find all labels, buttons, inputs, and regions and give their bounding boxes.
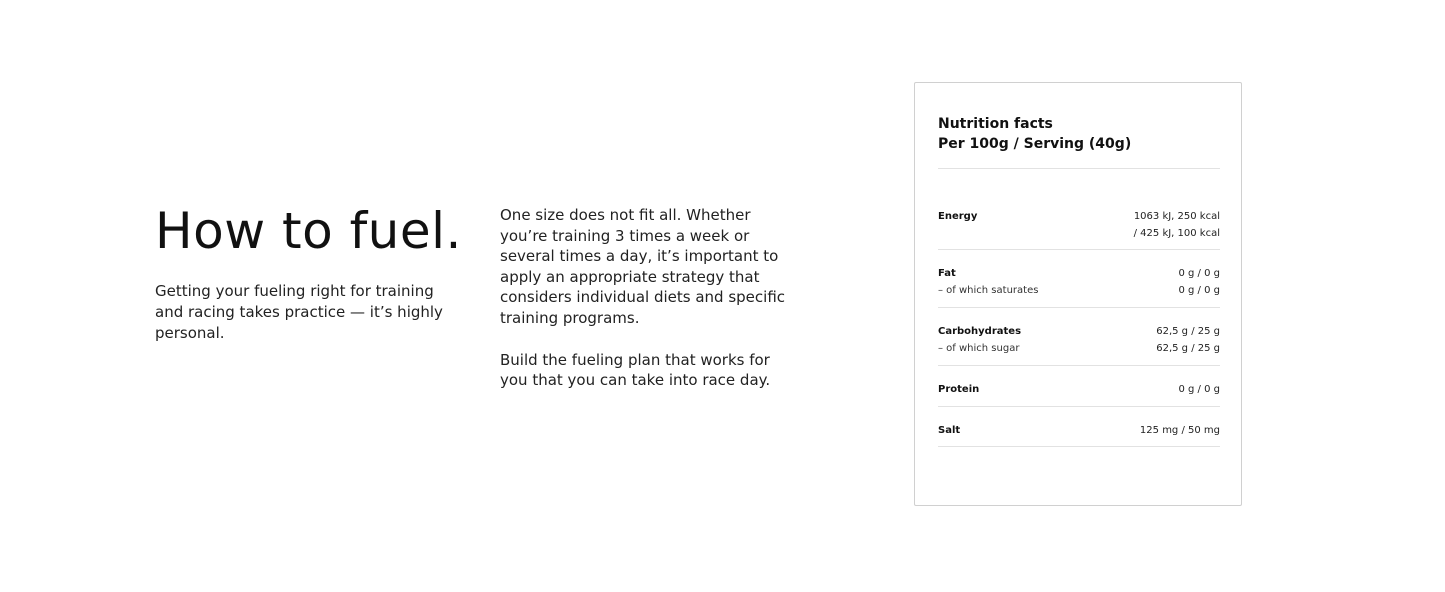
nutrient-value: 0 g / 0 g xyxy=(1178,285,1220,296)
nutrition-title: Nutrition facts xyxy=(938,116,1053,132)
nutrition-row-carbohydrates xyxy=(938,308,1220,366)
nutrient-sub-label: – of which sugar xyxy=(938,343,1020,354)
page-headline: How to fuel. xyxy=(155,202,462,260)
nutrient-value: 125 mg / 50 mg xyxy=(1139,425,1220,436)
nutrient-value: 62,5 g / 25 g xyxy=(1156,343,1220,354)
nutrient-label: Protein xyxy=(938,384,980,395)
nutrient-label: Fat xyxy=(938,268,956,279)
body-paragraph: Build the fueling plan that works for you that you can take into race day. xyxy=(500,350,771,390)
nutrition-serving-info: Per 100g / Serving (40g) xyxy=(938,136,1132,152)
nutrition-row-energy xyxy=(938,169,1220,250)
nutrient-label: Carbohydrates xyxy=(938,326,1022,337)
nutrient-value: 0 g / 0 g xyxy=(1178,268,1220,279)
nutrient-label: Energy xyxy=(938,211,978,222)
nutrient-value: 62,5 g / 25 g xyxy=(1156,326,1220,337)
body-paragraph: One size does not fit all. Whether you’re training 3 times a week or several times a day, it’s important to apply an appropriate strategy that considers individual diets and specific training programs. xyxy=(500,206,786,327)
nutrient-value: / 425 kJ, 100 kcal xyxy=(1133,228,1220,239)
body-copy xyxy=(500,205,790,412)
nutrient-value: 1063 kJ, 250 kcal xyxy=(1133,211,1220,222)
nutrition-facts-panel xyxy=(914,82,1242,506)
nutrient-label: Salt xyxy=(938,425,961,436)
nutrition-row-fat xyxy=(938,250,1220,308)
intro-text: Getting your fueling right for training and racing takes practice — it’s highly personal. xyxy=(155,282,443,342)
nutrition-row-salt xyxy=(938,407,1220,447)
nutrient-sub-label: – of which saturates xyxy=(938,285,1039,296)
nutrient-value: 0 g / 0 g xyxy=(1178,384,1220,395)
nutrition-table xyxy=(938,168,1220,447)
nutrition-header xyxy=(938,114,1220,154)
nutrition-row-protein xyxy=(938,366,1220,407)
